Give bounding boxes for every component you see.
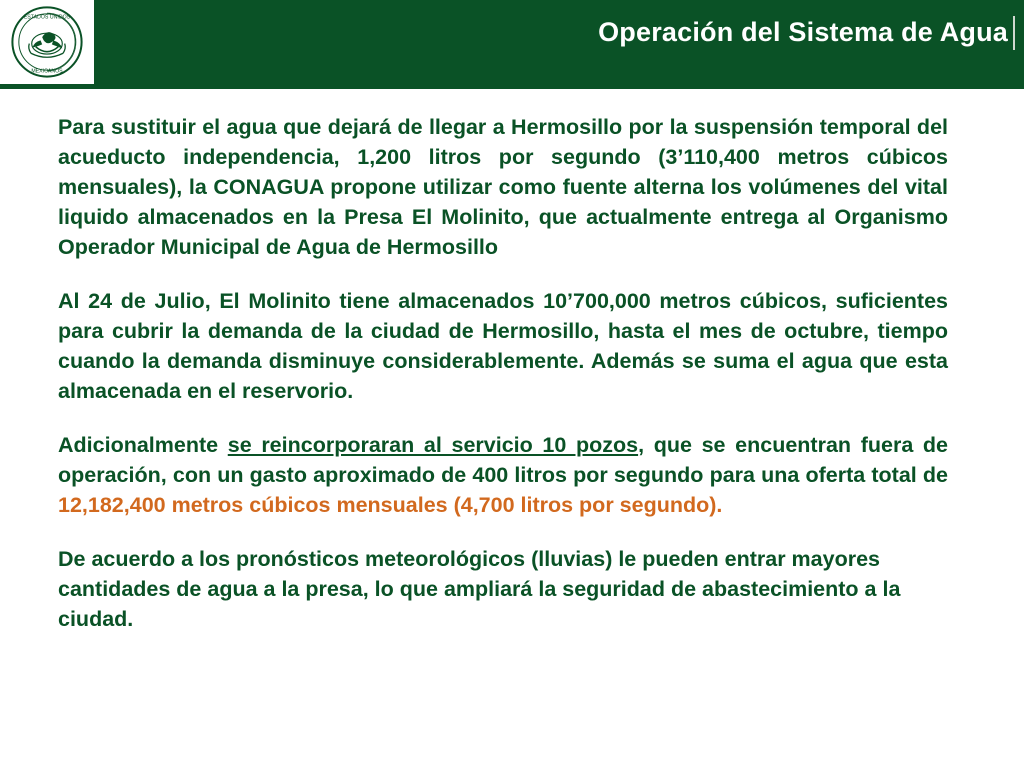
paragraph-3-middle: , que se encuentran fuera de operación, con un gasto aproximado de 400 litros por segundo para una oferta total de: [58, 433, 949, 487]
slide-header: [0, 0, 1024, 84]
mexican-coat-of-arms-icon: [6, 5, 88, 79]
paragraph-3-highlight: 12,182,400 metros cúbicos mensuales (4,700 litros por segundo): [58, 493, 717, 517]
paragraph-3-underlined: se reincorporaran al servicio 10 pozos: [227, 433, 639, 457]
paragraph-3-lead: Adicionalmente: [58, 433, 228, 457]
paragraph-3: [58, 430, 948, 520]
text-cursor: [1013, 16, 1015, 50]
header-underline: [0, 84, 1024, 89]
svg-text:MEXICANOS: MEXICANOS: [31, 68, 63, 75]
paragraph-3-tail: .: [716, 493, 723, 517]
emblem-panel: [0, 0, 96, 84]
page-title: Operación del Sistema de Agua: [598, 17, 1008, 47]
svg-text:ESTADOS UNIDOS: ESTADOS UNIDOS: [23, 14, 71, 21]
paragraph-4: De acuerdo a los pronósticos meteorológicos (lluvias) le pueden entrar mayores cantidades de agua a la presa, lo que ampliará la seguridad de abastecimiento a la ciudad.: [58, 547, 901, 631]
paragraph-1: Para sustituir el agua que dejará de llegar a Hermosillo por la suspensión temporal del acueducto independencia, 1,200 litros por segundo (3’110,400 metros cúbicos mensuales), la CONAGUA propone utilizar como fuente alterna los volúmenes del vital liquido almacenados en la Presa El Molinito, que actualmente entrega al Organismo Operador Municipal de Agua de Hermosillo: [58, 115, 948, 259]
paragraph-2: Al 24 de Julio, El Molinito tiene almacenados 10’700,000 metros cúbicos, suficientes para cubrir la demanda de la ciudad de Hermosillo, hasta el mes de octubre, tiempo cuando la demanda disminuye considerablemente. Además se suma el agua que esta almacenada en el reservorio.: [58, 289, 948, 403]
slide-body: [58, 112, 948, 634]
